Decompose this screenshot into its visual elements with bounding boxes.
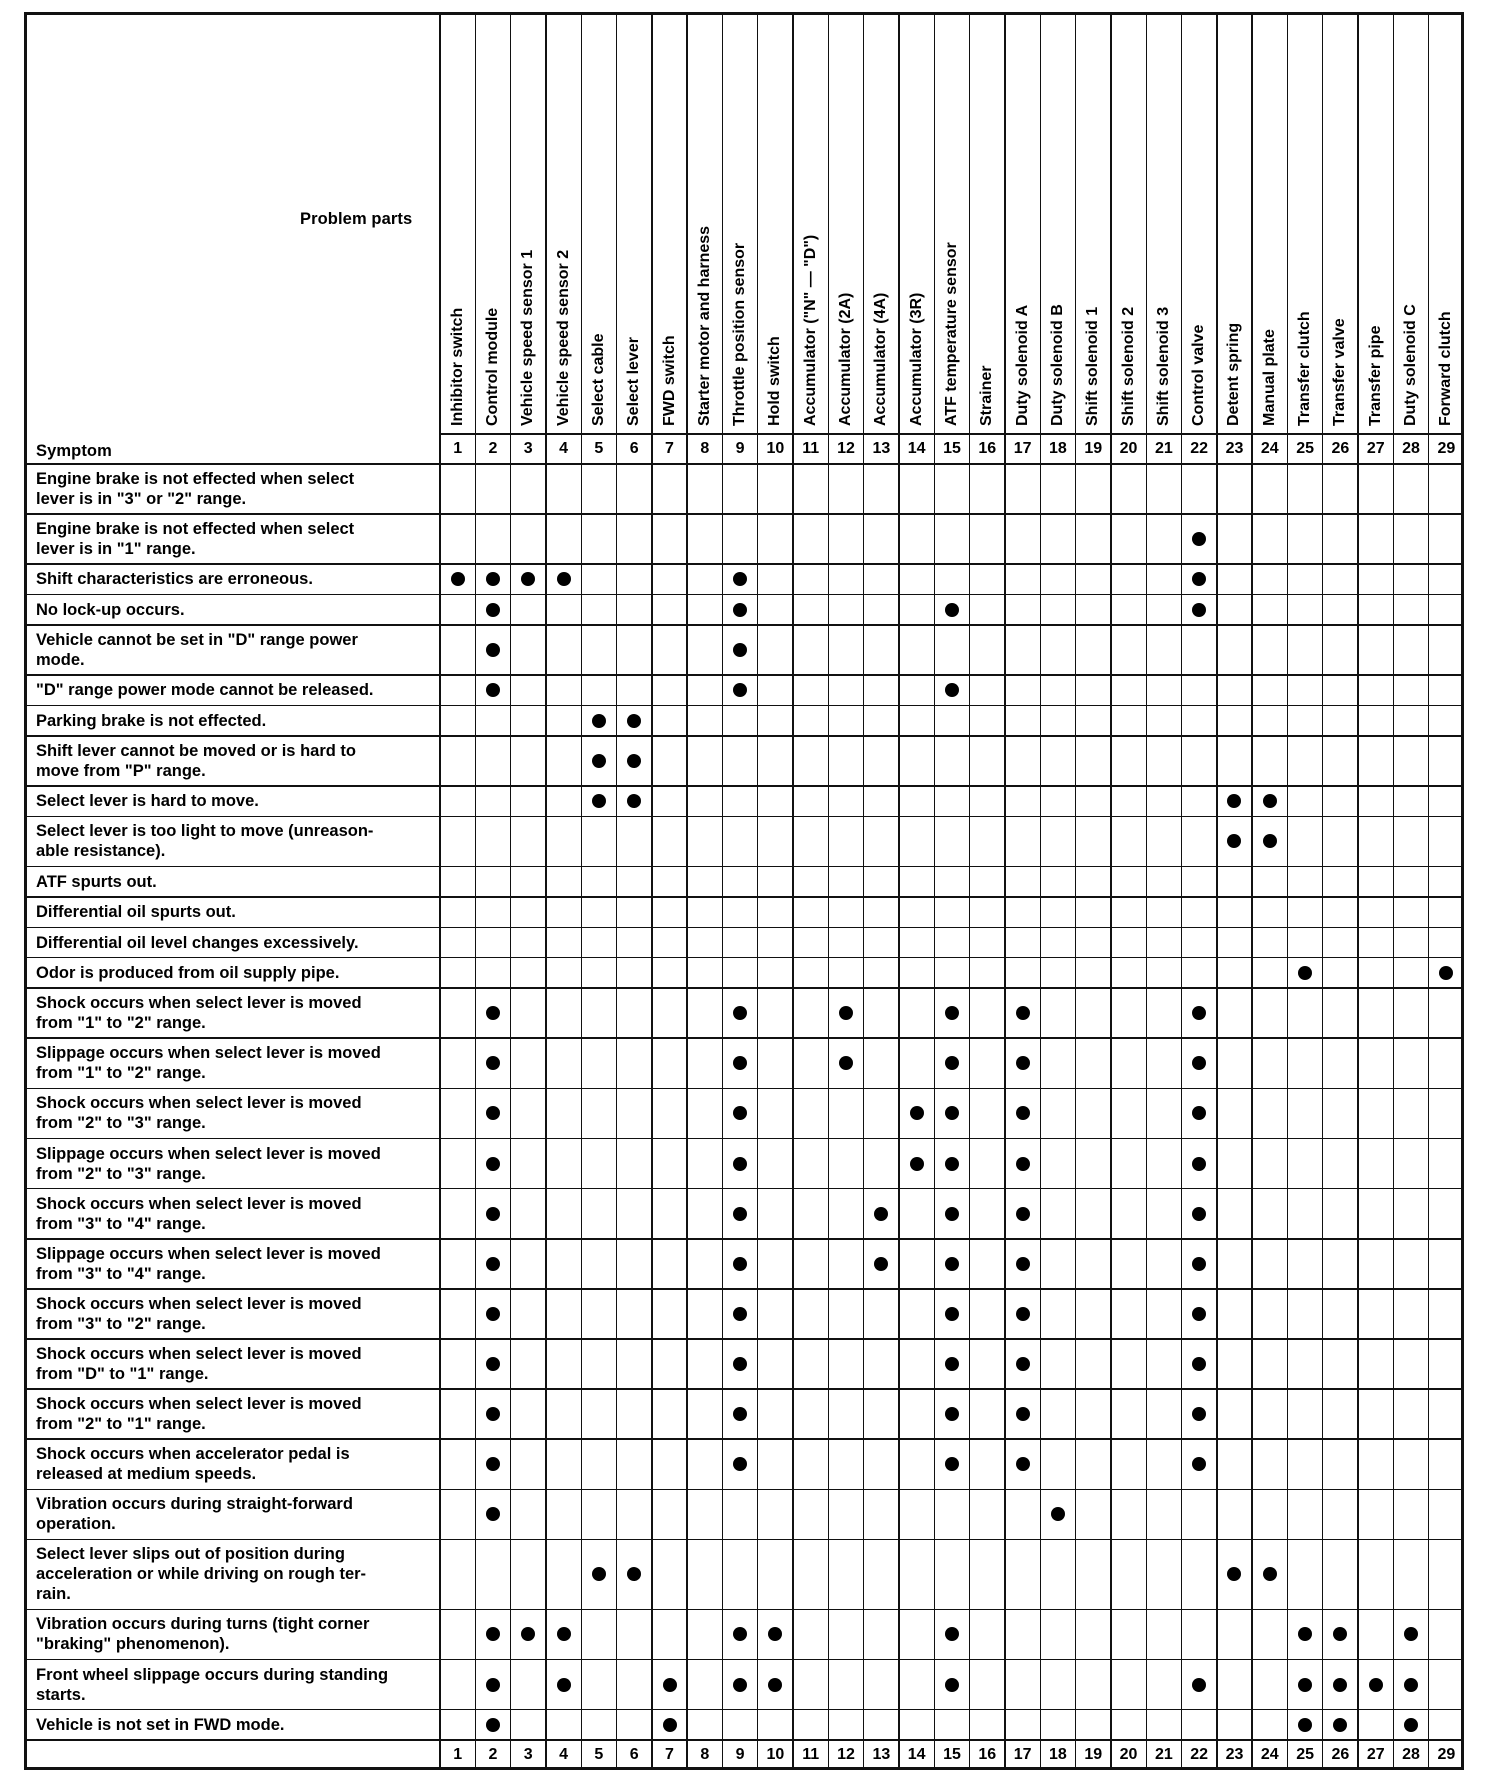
part-column-divider — [1287, 12, 1288, 1770]
part-name-8: Starter motor and harness — [695, 225, 713, 426]
part-column-divider — [1075, 12, 1076, 1770]
footer-part-number-20: 20 — [1119, 1746, 1138, 1763]
symptom-text: from "3" to "2" range. — [36, 1314, 206, 1333]
row-divider — [24, 1539, 1464, 1541]
part-number-21: 21 — [1154, 440, 1173, 457]
part-name-1: Inhibitor switch — [448, 307, 466, 426]
part-column-divider — [1146, 12, 1147, 1770]
fault-mark-dot — [486, 603, 500, 617]
fault-mark-dot — [486, 1207, 500, 1221]
symptom-text: from "1" to "2" range. — [36, 1014, 206, 1033]
symptom-text: Shock occurs when select lever is moved — [36, 1194, 362, 1213]
part-column-divider — [1216, 12, 1217, 1770]
fault-mark-dot — [1263, 794, 1277, 808]
part-name-18: Duty solenoid B — [1048, 304, 1066, 426]
fault-mark-dot — [486, 1157, 500, 1171]
part-column-divider — [1110, 12, 1111, 1770]
row-divider — [24, 1288, 1464, 1290]
fault-mark-dot — [733, 1207, 747, 1221]
part-column-divider — [1428, 12, 1429, 1770]
fault-mark-dot — [557, 572, 571, 586]
footer-part-number-13: 13 — [872, 1746, 891, 1763]
footer-part-number-12: 12 — [837, 1746, 855, 1763]
fault-mark-dot — [627, 714, 641, 728]
row-divider — [24, 1088, 1464, 1090]
fault-mark-dot — [1298, 1718, 1312, 1732]
part-column-divider — [722, 12, 723, 1770]
symptom-text: lever is in "3" or "2" range. — [36, 490, 247, 509]
row-divider — [24, 624, 1464, 626]
fault-mark-dot — [910, 1106, 924, 1120]
fault-mark-dot — [874, 1207, 888, 1221]
fault-mark-dot — [1192, 1678, 1206, 1692]
part-column-divider — [510, 12, 511, 1770]
symptom-text: from "2" to "3" range. — [36, 1114, 206, 1133]
footer-part-number-7: 7 — [665, 1746, 674, 1763]
symptom-text: from "3" to "4" range. — [36, 1214, 206, 1233]
part-number-27: 27 — [1366, 440, 1385, 457]
part-name-9: Throttle position sensor — [731, 242, 749, 426]
part-name-23: Detent spring — [1225, 322, 1243, 426]
footer-part-number-29: 29 — [1437, 1746, 1456, 1763]
fault-mark-dot — [486, 1407, 500, 1421]
fault-mark-dot — [592, 714, 606, 728]
symptom-column-divider — [439, 12, 441, 1770]
part-number-22: 22 — [1190, 440, 1209, 457]
footer-part-number-27: 27 — [1366, 1746, 1385, 1763]
symptom-text: Select lever is hard to move. — [36, 792, 259, 811]
fault-mark-dot — [451, 572, 465, 586]
footer-part-number-8: 8 — [700, 1746, 710, 1763]
row-divider — [24, 1037, 1464, 1039]
symptom-text: Odor is produced from oil supply pipe. — [36, 963, 340, 982]
fault-mark-dot — [1192, 1257, 1206, 1271]
part-name-14: Accumulator (3R) — [907, 292, 925, 426]
fault-mark-dot — [1016, 1207, 1030, 1221]
part-name-3: Vehicle speed sensor 1 — [519, 249, 537, 426]
symptom-text: Engine brake is not effected when select — [36, 470, 355, 489]
fault-mark-dot — [1016, 1106, 1030, 1120]
part-column-divider — [969, 12, 970, 1770]
symptom-text: from "1" to "2" range. — [36, 1064, 206, 1083]
footer-part-number-28: 28 — [1402, 1746, 1420, 1763]
fault-mark-dot — [592, 754, 606, 768]
row-divider — [24, 866, 1464, 868]
fault-mark-dot — [1016, 1056, 1030, 1070]
problem-parts-label: Problem parts — [300, 210, 413, 228]
footer-part-number-4: 4 — [559, 1746, 569, 1763]
symptom-text: Vehicle cannot be set in "D" range power — [36, 631, 358, 650]
fault-mark-dot — [486, 1307, 500, 1321]
symptom-text: Shift lever cannot be moved or is hard to — [36, 741, 356, 760]
fault-mark-dot — [945, 1307, 959, 1321]
row-divider — [24, 513, 1464, 515]
footer-part-number-1: 1 — [453, 1746, 463, 1763]
symptom-text: Shock occurs when accelerator pedal is — [36, 1445, 350, 1464]
fault-mark-dot — [1192, 603, 1206, 617]
fault-mark-dot — [486, 1357, 500, 1371]
part-number-2: 2 — [488, 440, 498, 457]
symptom-text: Vibration occurs during straight-forward — [36, 1495, 353, 1514]
symptom-text: starts. — [36, 1685, 86, 1704]
footer-part-number-21: 21 — [1154, 1746, 1173, 1763]
footer-part-number-15: 15 — [943, 1746, 961, 1763]
header-bottom-line — [24, 463, 1464, 465]
part-number-28: 28 — [1402, 440, 1420, 457]
fault-mark-dot — [1016, 1407, 1030, 1421]
part-number-23: 23 — [1225, 440, 1244, 457]
part-number-20: 20 — [1119, 440, 1138, 457]
part-column-divider — [686, 12, 687, 1770]
part-name-4: Vehicle speed sensor 2 — [554, 249, 572, 426]
footer-part-number-19: 19 — [1084, 1746, 1103, 1763]
symptom-text: Vehicle is not set in FWD mode. — [36, 1715, 285, 1734]
symptom-text: Shock occurs when select lever is moved — [36, 1094, 362, 1113]
row-divider — [24, 1709, 1464, 1711]
part-number-25: 25 — [1296, 440, 1314, 457]
part-number-26: 26 — [1331, 440, 1350, 457]
symptom-text: Shock occurs when select lever is moved — [36, 1395, 362, 1414]
part-column-divider — [863, 12, 864, 1770]
fault-mark-dot — [1333, 1678, 1347, 1692]
fault-mark-dot — [663, 1718, 677, 1732]
part-column-divider — [581, 12, 582, 1770]
part-number-29: 29 — [1437, 440, 1456, 457]
part-number-9: 9 — [735, 440, 745, 457]
symptom-text: Select lever slips out of position during — [36, 1545, 345, 1564]
fault-mark-dot — [1016, 1006, 1030, 1020]
fault-mark-dot — [1404, 1678, 1418, 1692]
part-column-divider — [545, 12, 546, 1770]
part-number-10: 10 — [766, 440, 785, 457]
part-name-29: Forward clutch — [1437, 311, 1455, 426]
footer-part-number-2: 2 — [488, 1746, 498, 1763]
fault-mark-dot — [1298, 1678, 1312, 1692]
fault-mark-dot — [1016, 1257, 1030, 1271]
row-divider — [24, 1388, 1464, 1390]
part-number-12: 12 — [837, 440, 855, 457]
footer-part-number-16: 16 — [978, 1746, 997, 1763]
row-divider — [24, 705, 1464, 707]
row-divider — [24, 927, 1464, 929]
row-divider — [24, 1739, 1464, 1741]
symptom-text: from "2" to "1" range. — [36, 1415, 206, 1434]
fault-mark-dot — [557, 1627, 571, 1641]
symptom-text: "braking" phenomenon). — [36, 1635, 230, 1654]
part-number-17: 17 — [1013, 440, 1032, 457]
symptom-text: mode. — [36, 651, 85, 670]
fault-mark-dot — [663, 1678, 677, 1692]
part-number-15: 15 — [943, 440, 961, 457]
part-name-19: Shift solenoid 1 — [1084, 306, 1102, 426]
fault-mark-dot — [733, 1257, 747, 1271]
part-column-divider — [757, 12, 758, 1770]
row-divider — [24, 735, 1464, 737]
part-name-5: Select cable — [589, 333, 607, 426]
fault-mark-dot — [945, 1257, 959, 1271]
symptom-text: operation. — [36, 1515, 116, 1534]
symptom-text: Front wheel slippage occurs during standing — [36, 1665, 389, 1684]
part-column-divider — [1393, 12, 1394, 1770]
fault-mark-dot — [486, 1006, 500, 1020]
part-column-divider — [1251, 12, 1252, 1770]
footer-part-number-10: 10 — [766, 1746, 785, 1763]
symptom-text: move from "P" range. — [36, 761, 206, 780]
symptom-text: Engine brake is not effected when select — [36, 520, 355, 539]
symptom-text: Parking brake is not effected. — [36, 711, 267, 730]
fault-mark-dot — [1016, 1307, 1030, 1321]
row-divider — [24, 1438, 1464, 1440]
part-column-divider — [651, 12, 652, 1770]
row-divider — [24, 1238, 1464, 1240]
part-name-24: Manual plate — [1260, 329, 1278, 426]
fault-mark-dot — [1192, 1157, 1206, 1171]
part-number-19: 19 — [1084, 440, 1103, 457]
footer-part-number-17: 17 — [1013, 1746, 1032, 1763]
row-divider — [24, 1188, 1464, 1190]
footer-part-number-11: 11 — [802, 1746, 820, 1763]
symptom-text: Shift characteristics are erroneous. — [36, 570, 313, 589]
symptom-text: Shock occurs when select lever is moved — [36, 1345, 362, 1364]
part-number-18: 18 — [1049, 440, 1067, 457]
footer-part-number-25: 25 — [1296, 1746, 1314, 1763]
part-number-3: 3 — [523, 440, 533, 457]
fault-mark-dot — [945, 1157, 959, 1171]
symptom-text: No lock-up occurs. — [36, 600, 185, 619]
part-name-16: Strainer — [978, 365, 996, 426]
part-name-15: ATF temperature sensor — [943, 242, 960, 426]
part-name-26: Transfer valve — [1331, 318, 1349, 426]
part-name-27: Transfer pipe — [1366, 325, 1384, 426]
symptom-text: Differential oil spurts out. — [36, 903, 236, 922]
footer-part-number-26: 26 — [1331, 1746, 1350, 1763]
part-name-6: Select lever — [625, 337, 643, 426]
fault-mark-dot — [945, 1357, 959, 1371]
fault-mark-dot — [768, 1678, 782, 1692]
part-number-13: 13 — [872, 440, 891, 457]
fault-mark-dot — [1016, 1357, 1030, 1371]
part-column-divider — [898, 12, 899, 1770]
part-number-1: 1 — [453, 440, 463, 457]
part-column-divider — [475, 12, 476, 1770]
symptom-text: acceleration or while driving on rough ter- — [36, 1565, 367, 1584]
fault-mark-dot — [733, 1678, 747, 1692]
part-number-6: 6 — [629, 440, 639, 457]
part-column-divider — [1357, 12, 1358, 1770]
fault-mark-dot — [910, 1157, 924, 1171]
fault-mark-dot — [1298, 966, 1312, 980]
symptom-text: able resistance). — [36, 842, 166, 861]
footer-part-number-18: 18 — [1049, 1746, 1067, 1763]
fault-mark-dot — [557, 1678, 571, 1692]
fault-mark-dot — [1016, 1157, 1030, 1171]
fault-mark-dot — [486, 1718, 500, 1732]
fault-mark-dot — [1192, 1207, 1206, 1221]
symptom-text: from "2" to "3" range. — [36, 1164, 206, 1183]
part-number-4: 4 — [559, 440, 569, 457]
fault-mark-dot — [1192, 1307, 1206, 1321]
row-divider — [24, 987, 1464, 989]
fault-mark-dot — [945, 1678, 959, 1692]
part-name-11: Accumulator ("N" — "D") — [801, 234, 819, 426]
symptom-text: Select lever is too light to move (unreason- — [36, 822, 374, 841]
part-column-divider — [1040, 12, 1041, 1770]
fault-mark-dot — [1369, 1678, 1383, 1692]
part-column-divider — [616, 12, 617, 1770]
fault-mark-dot — [733, 603, 747, 617]
footer-part-number-6: 6 — [629, 1746, 639, 1763]
row-divider — [24, 896, 1464, 898]
symptom-text: Shock occurs when select lever is moved — [36, 1294, 362, 1313]
fault-mark-dot — [733, 1157, 747, 1171]
symptom-label: Symptom — [36, 442, 112, 460]
part-name-13: Accumulator (4A) — [872, 292, 890, 426]
part-column-divider — [792, 12, 793, 1770]
fault-mark-dot — [733, 1307, 747, 1321]
symptom-text: Differential oil level changes excessively. — [36, 933, 359, 952]
part-name-20: Shift solenoid 2 — [1119, 306, 1137, 426]
part-column-divider — [1181, 12, 1182, 1770]
part-name-12: Accumulator (2A) — [837, 292, 855, 426]
row-divider — [24, 1138, 1464, 1140]
part-name-17: Duty solenoid A — [1013, 304, 1031, 426]
part-number-5: 5 — [594, 440, 604, 457]
part-number-11: 11 — [802, 440, 820, 457]
fault-mark-dot — [486, 1257, 500, 1271]
footer-part-number-3: 3 — [523, 1746, 533, 1763]
fault-mark-dot — [486, 1678, 500, 1692]
fault-mark-dot — [945, 603, 959, 617]
row-divider — [24, 785, 1464, 787]
part-column-divider — [1322, 12, 1323, 1770]
part-column-divider — [828, 12, 829, 1770]
footer-part-number-23: 23 — [1225, 1746, 1244, 1763]
part-number-7: 7 — [665, 440, 674, 457]
part-column-divider — [934, 12, 935, 1770]
symptom-text: rain. — [36, 1585, 71, 1604]
part-number-24: 24 — [1260, 440, 1279, 457]
part-number-14: 14 — [907, 440, 926, 457]
part-name-7: FWD switch — [660, 335, 678, 426]
footer-part-number-14: 14 — [907, 1746, 926, 1763]
part-name-22: Control valve — [1190, 324, 1208, 426]
row-divider — [24, 1338, 1464, 1340]
symptom-text: Shock occurs when select lever is moved — [36, 994, 362, 1013]
symptom-text: "D" range power mode cannot be released. — [36, 681, 374, 700]
row-divider — [24, 674, 1464, 676]
part-name-2: Control module — [483, 307, 501, 426]
row-divider — [24, 1659, 1464, 1661]
symptom-text: from "D" to "1" range. — [36, 1365, 209, 1384]
footer-part-number-9: 9 — [735, 1746, 745, 1763]
row-divider — [24, 1489, 1464, 1491]
fault-mark-dot — [1016, 1457, 1030, 1471]
symptom-text: from "3" to "4" range. — [36, 1264, 206, 1283]
part-column-divider — [1004, 12, 1005, 1770]
row-divider — [24, 816, 1464, 818]
row-divider — [24, 957, 1464, 959]
symptom-text: ATF spurts out. — [36, 872, 157, 891]
row-divider — [24, 1609, 1464, 1611]
fault-mark-dot — [1404, 1718, 1418, 1732]
header-number-top-line — [440, 433, 1464, 435]
symptom-text: Vibration occurs during turns (tight corner — [36, 1615, 370, 1634]
fault-mark-dot — [945, 1207, 959, 1221]
part-number-16: 16 — [978, 440, 997, 457]
symptom-text: lever is in "1" range. — [36, 540, 196, 559]
symptom-text: Slippage occurs when select lever is moved — [36, 1244, 381, 1263]
footer-part-number-5: 5 — [594, 1746, 604, 1763]
fault-mark-dot — [592, 794, 606, 808]
symptom-text: Slippage occurs when select lever is moved — [36, 1044, 381, 1063]
symptom-text: released at medium speeds. — [36, 1465, 257, 1484]
footer-part-number-24: 24 — [1260, 1746, 1279, 1763]
part-number-8: 8 — [700, 440, 710, 457]
row-divider — [24, 563, 1464, 565]
symptom-text: Slippage occurs when select lever is moved — [36, 1144, 381, 1163]
part-name-21: Shift solenoid 3 — [1154, 306, 1172, 426]
part-name-10: Hold switch — [766, 336, 784, 426]
footer-part-number-22: 22 — [1190, 1746, 1209, 1763]
row-divider — [24, 594, 1464, 596]
part-name-25: Transfer clutch — [1296, 311, 1314, 426]
fault-mark-dot — [486, 643, 500, 657]
part-name-28: Duty solenoid C — [1402, 304, 1420, 426]
